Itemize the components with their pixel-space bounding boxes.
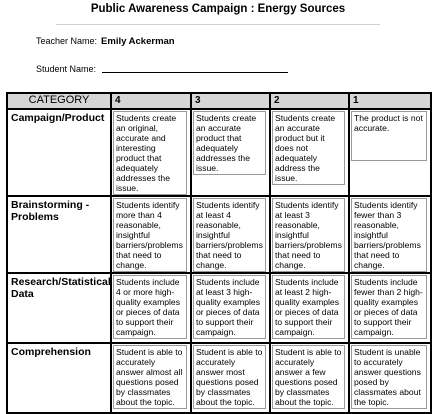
- table-cell: [111, 273, 191, 343]
- criterion-text: Student is unable to accurately answer questions posed by classmates about the topic.: [351, 345, 427, 409]
- criterion-text: Students create an original, accurate and interesting product that adequately addresses the issue.: [113, 111, 187, 195]
- table-cell: [270, 109, 349, 196]
- header-score-1: 1: [349, 93, 431, 109]
- title-divider: [56, 24, 380, 25]
- table-cell: [191, 109, 270, 196]
- criterion-text: Students include at least 3 high-quality examples or pieces of data to support their campaign.: [193, 275, 266, 339]
- criterion-text: Students include at least 2 high-quality examples or pieces of data to support their campaign.: [272, 275, 345, 339]
- rubric-header-row: [7, 93, 431, 109]
- header-score-3: 3: [191, 93, 270, 109]
- table-cell: [191, 273, 270, 343]
- row-category: [7, 273, 111, 343]
- category-label: Research/Statistical Data: [11, 276, 111, 300]
- header-score-4: 4: [111, 93, 191, 109]
- table-cell: [270, 273, 349, 343]
- criterion-text: Students identify at least 4 reasonable, insightful barriers/problems that need to change.: [193, 198, 266, 272]
- criterion-text: Students create an accurate product but it does not adequately address the issue.: [272, 111, 345, 185]
- category-label: Comprehension: [11, 346, 91, 358]
- student-name-blank: [102, 72, 288, 73]
- table-cell: [191, 196, 270, 273]
- criterion-text: Students include fewer than 2 high-quality examples or pieces of data to support their campaign.: [351, 275, 427, 339]
- table-row: [7, 273, 431, 343]
- page-title: Public Awareness Campaign : Energy Sources: [90, 3, 346, 15]
- criterion-text: Students identify at least 3 reasonable, insightful barriers/problems that need to change.: [272, 198, 345, 272]
- criterion-text: Students identify fewer than 3 reasonable, insightful barriers/problems that need to change.: [351, 198, 427, 272]
- row-category: [7, 109, 111, 196]
- criterion-text: The product is not accurate.: [351, 111, 427, 161]
- student-label: Student Name:: [36, 64, 97, 74]
- criterion-text: Students create an accurate product that adequately addresses the issue.: [193, 111, 266, 175]
- criterion-text: Student is able to accurately answer a few questions posed by classmates about the topic.: [272, 345, 345, 409]
- criterion-text: Students identify more than 4 reasonable, insightful barriers/problems that need to change.: [113, 198, 187, 272]
- header-score-2: 2: [270, 93, 349, 109]
- table-row: [7, 109, 431, 196]
- table-row: [7, 196, 431, 273]
- category-label: Brainstorming - Problems: [11, 199, 90, 223]
- header-category: CATEGORY: [7, 93, 111, 109]
- teacher-line: [36, 36, 175, 47]
- teacher-name: Emily Ackerman: [101, 36, 175, 47]
- table-cell: [111, 109, 191, 196]
- table-cell: [270, 196, 349, 273]
- row-category: [7, 196, 111, 273]
- criterion-text: Student is able to accurately answer almost all questions posed by classmates about the topic.: [113, 345, 187, 409]
- table-cell: [111, 196, 191, 273]
- teacher-label: Teacher Name:: [36, 36, 98, 46]
- criterion-text: Student is able to accurately answer most questions posed by classmates about the topic.: [193, 345, 266, 409]
- table-cell: [349, 196, 431, 273]
- rubric-table: [6, 92, 432, 414]
- table-cell: [349, 273, 431, 343]
- table-cell: [349, 109, 431, 196]
- category-label: Campaign/Product: [11, 112, 105, 124]
- criterion-text: Students include 4 or more high-quality examples or pieces of data to support their campaign.: [113, 275, 187, 339]
